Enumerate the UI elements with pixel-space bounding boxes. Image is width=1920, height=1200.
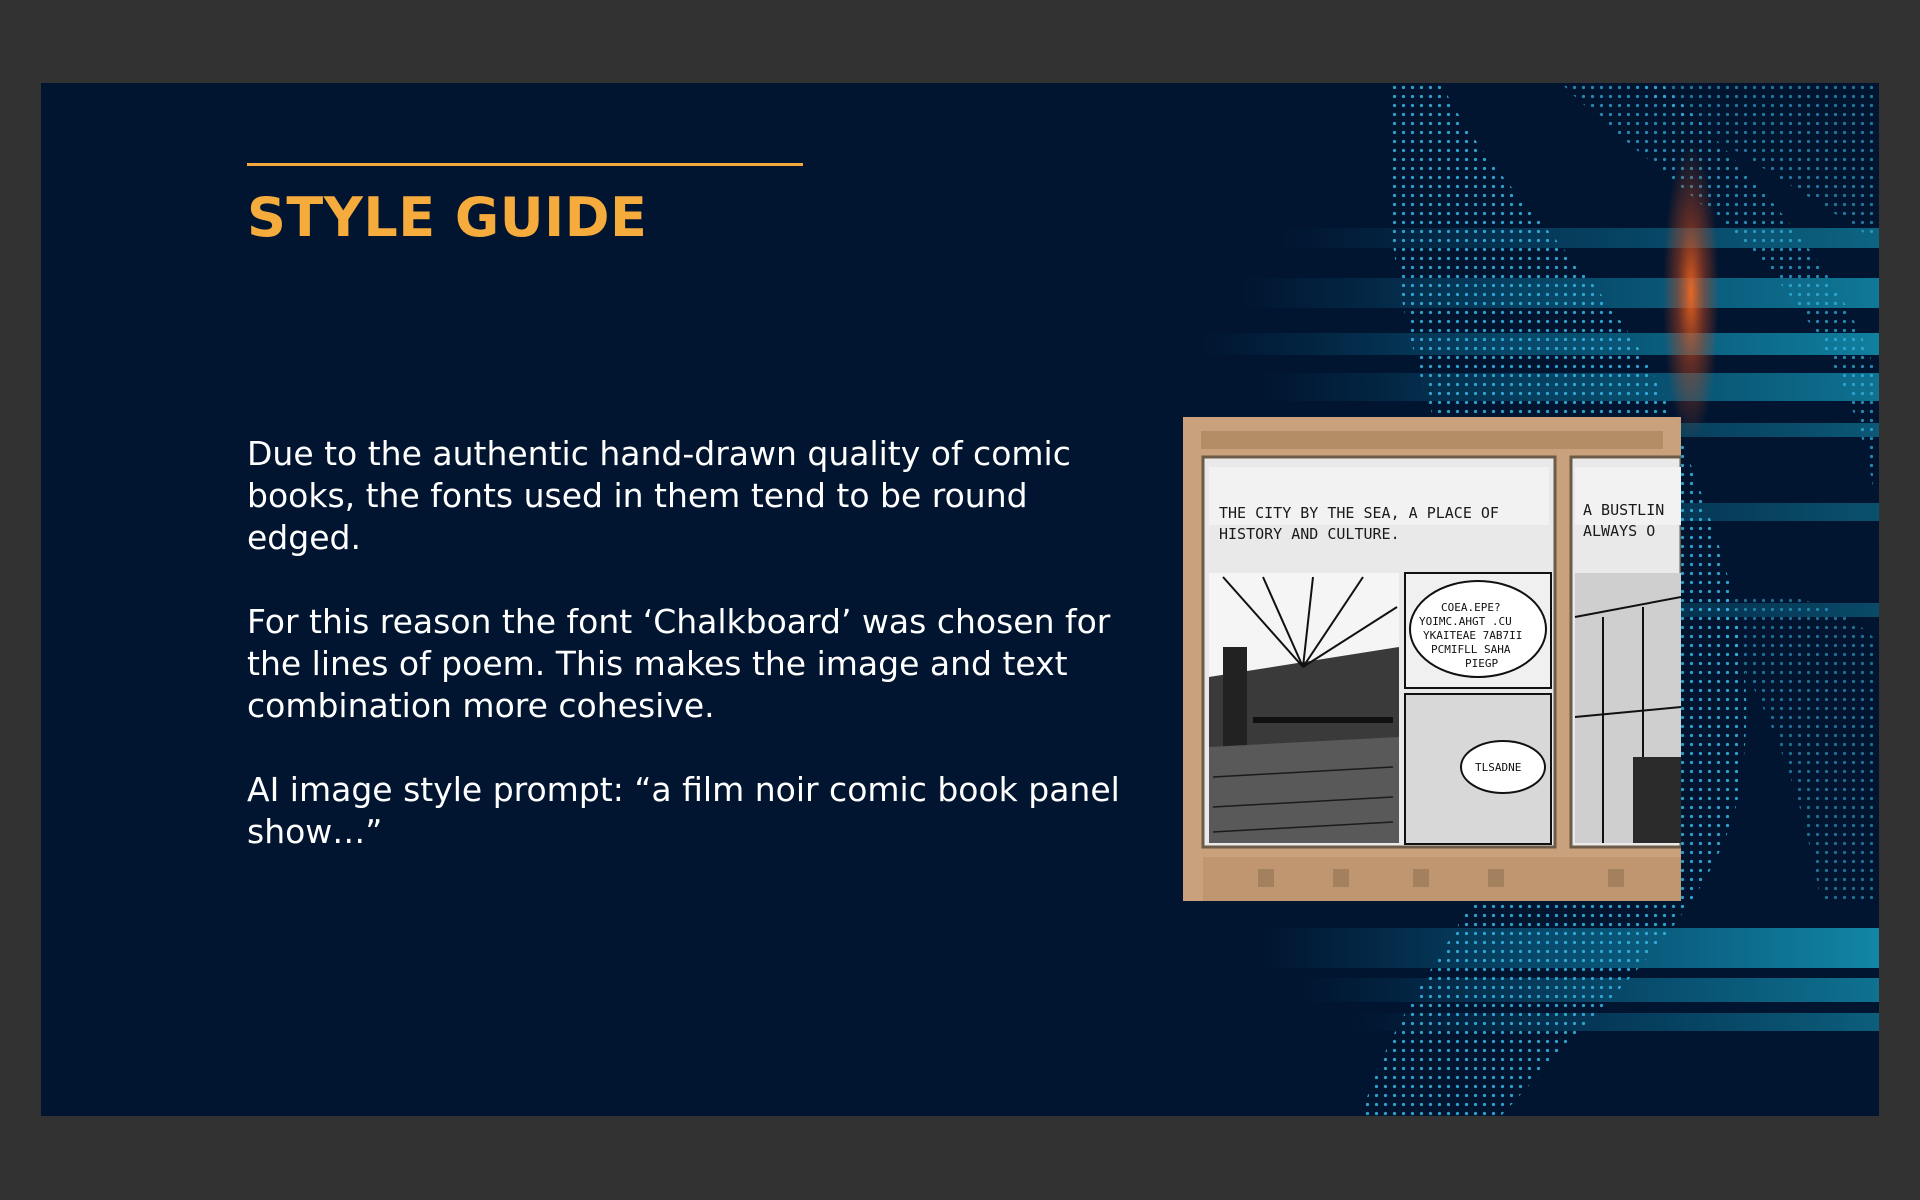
comic-panel-image[interactable] [1183, 417, 1681, 901]
speech-line-2: YOIMC.AHGT .CU [1419, 615, 1512, 628]
speech-line-3: YKAITEAE 7AB7II [1423, 629, 1523, 642]
comic-caption-left-1: THE CITY BY THE SEA, A PLACE OF [1219, 504, 1499, 522]
slide[interactable] [41, 83, 1879, 1116]
comic-caption-left-2: HISTORY AND CULTURE. [1219, 525, 1400, 543]
title-underline-rule [247, 163, 803, 166]
speech-line-4: PCMIFLL SAHA [1431, 643, 1511, 656]
body-paragraph: For this reason the font ‘Chalkboard’ was chosen for the lines of poem. This makes the image and text combination more cohesive. [247, 602, 1111, 725]
comic-caption-right-1: A BUSTLIN [1583, 501, 1665, 519]
body-paragraph: Due to the authentic hand-drawn quality of comic books, the fonts used in them tend to be round edged. [247, 434, 1071, 557]
speech-line-1: COEA.EPE? [1441, 601, 1501, 614]
comic-caption-right-2: ALWAYS O [1583, 522, 1656, 540]
speech-line-5: PIEGP [1465, 657, 1499, 670]
slide-body-text [247, 433, 1147, 895]
slide-title: STYLE GUIDE [247, 186, 648, 249]
body-paragraph: AI image style prompt: “a film noir comic book panel show…” [247, 770, 1120, 851]
speech-small: TLSADNE [1475, 761, 1522, 774]
